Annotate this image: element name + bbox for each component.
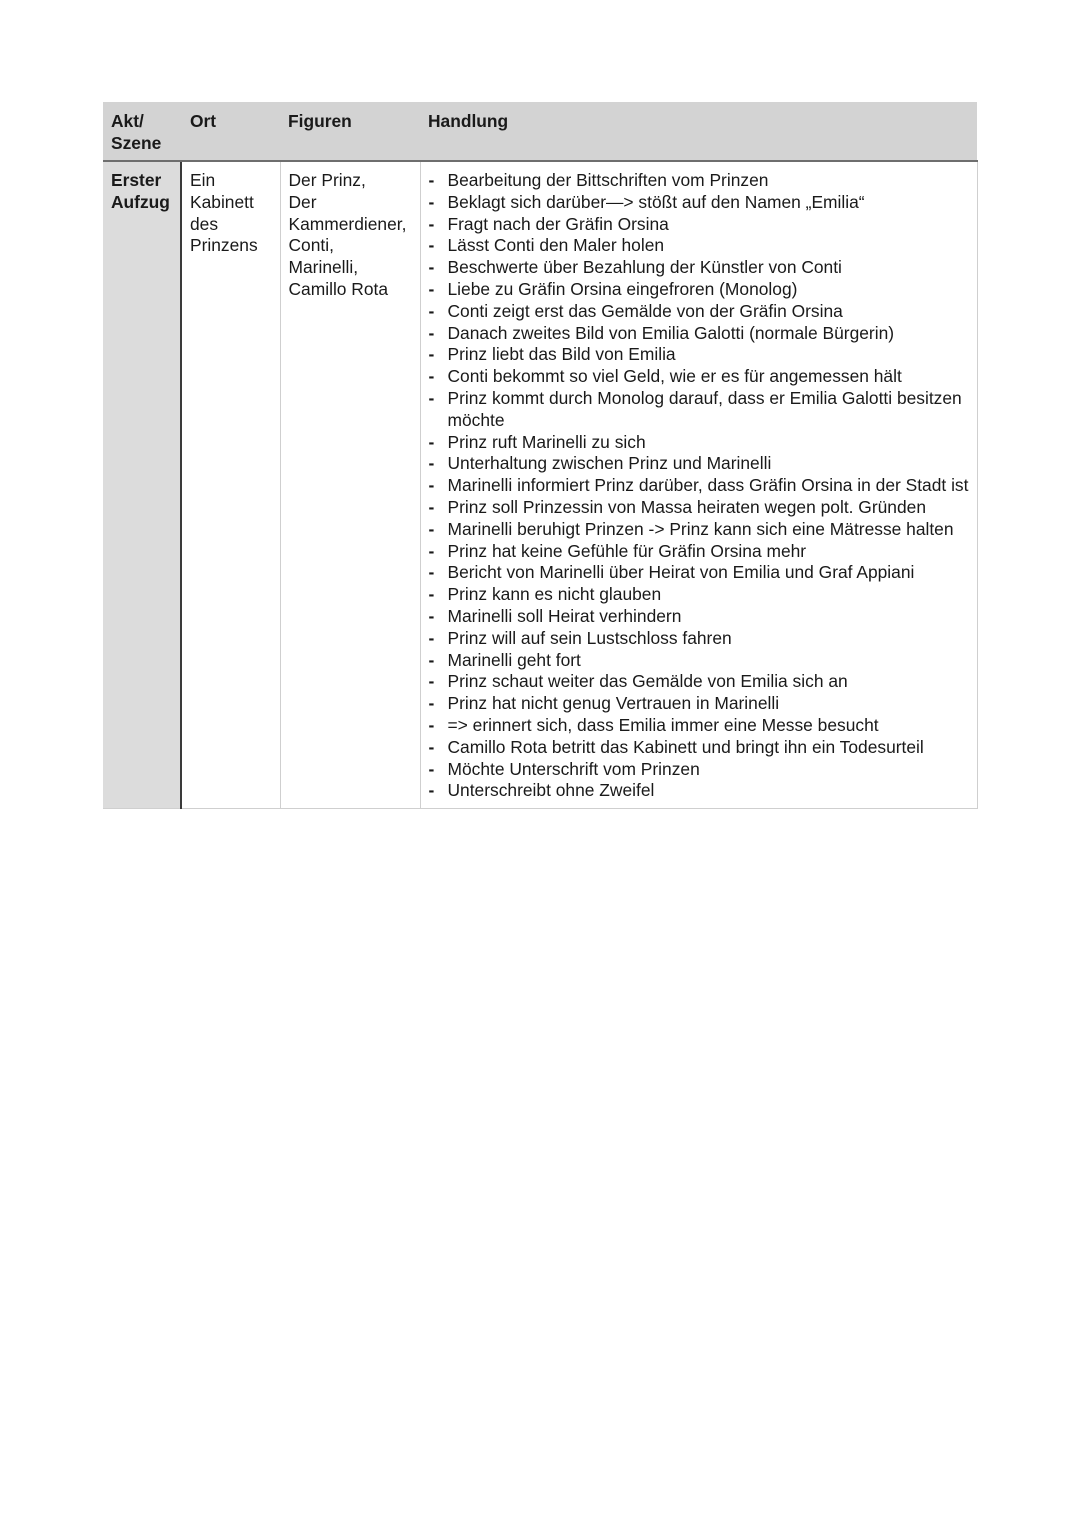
list-item xyxy=(429,366,969,388)
bullet-dash: - xyxy=(428,366,435,387)
list-item xyxy=(429,235,969,257)
list-item-text: Marinelli geht fort xyxy=(447,649,581,670)
header-handlung: Handlung xyxy=(420,102,977,161)
list-item xyxy=(429,192,969,214)
list-item xyxy=(429,214,969,236)
list-item-text: Beklagt sich darüber—> stößt auf den Namen „Emilia“ xyxy=(447,191,865,212)
bullet-dash: - xyxy=(428,453,435,474)
bullet-dash: - xyxy=(428,518,435,539)
bullet-dash: - xyxy=(428,562,435,583)
bullet-dash: - xyxy=(428,671,435,692)
list-item-text: Lässt Conti den Maler holen xyxy=(447,235,665,256)
list-item xyxy=(429,715,969,737)
cell-ort-line: Ein xyxy=(190,170,216,190)
bullet-dash: - xyxy=(428,322,435,343)
list-item-text: Beschwerte über Bezahlung der Künstler von Conti xyxy=(447,257,842,278)
list-item-text: Conti zeigt erst das Gemälde von der Gräfin Orsina xyxy=(447,300,843,321)
list-item-text: Marinelli informiert Prinz darüber, dass Gräfin Orsina in der Stadt ist xyxy=(447,475,969,496)
list-item-text: Liebe zu Gräfin Orsina eingefroren (Monolog) xyxy=(447,278,798,299)
bullet-dash: - xyxy=(428,649,435,670)
list-item-text: Danach zweites Bild von Emilia Galotti (normale Bürgerin) xyxy=(447,322,895,343)
plot-list xyxy=(429,170,969,802)
bullet-dash: - xyxy=(428,475,435,496)
list-item-text: Bearbeitung der Bittschriften vom Prinzen xyxy=(447,170,769,190)
bullet-dash: - xyxy=(428,714,435,735)
list-item xyxy=(429,541,969,563)
list-item-text: Marinelli beruhigt Prinzen -> Prinz kann sich eine Mätresse halten xyxy=(447,518,954,539)
list-item-text: Prinz hat keine Gefühle für Gräfin Orsina mehr xyxy=(447,540,807,561)
list-item-text: Unterhaltung zwischen Prinz und Marinelli xyxy=(447,453,772,474)
list-item xyxy=(429,650,969,672)
cell-akt-szene-line: Aufzug xyxy=(111,191,170,212)
bullet-dash: - xyxy=(428,431,435,452)
list-item xyxy=(429,497,969,519)
list-item xyxy=(429,388,969,432)
bullet-dash: - xyxy=(428,496,435,517)
bullet-dash: - xyxy=(428,278,435,299)
bullet-dash: - xyxy=(428,540,435,561)
bullet-dash: - xyxy=(428,300,435,321)
list-item-text: Marinelli soll Heirat verhindern xyxy=(447,605,682,626)
list-item xyxy=(429,279,969,301)
list-item-text: Prinz hat nicht genug Vertrauen in Marinelli xyxy=(447,693,780,714)
bullet-dash: - xyxy=(428,605,435,626)
bullet-dash: - xyxy=(428,780,435,801)
list-item-text: => erinnert sich, dass Emilia immer eine Messe besucht xyxy=(447,714,879,735)
cell-figuren-line: Kammerdiener, xyxy=(288,213,407,234)
list-item xyxy=(429,759,969,781)
list-item xyxy=(429,453,969,475)
bullet-dash: - xyxy=(428,235,435,256)
bullet-dash: - xyxy=(428,213,435,234)
cell-ort-line: Kabinett xyxy=(190,191,254,212)
list-item xyxy=(429,475,969,497)
bullet-dash: - xyxy=(428,627,435,648)
cell-figuren-line: Der Prinz, xyxy=(288,170,366,190)
list-item xyxy=(429,257,969,279)
list-item xyxy=(429,562,969,584)
list-item-text: Prinz ruft Marinelli zu sich xyxy=(447,431,646,452)
bullet-dash: - xyxy=(428,344,435,365)
cell-figuren-line: Marinelli, xyxy=(288,257,359,278)
list-item-text: Fragt nach der Gräfin Orsina xyxy=(447,213,669,234)
cell-ort-line: Prinzens xyxy=(190,235,258,256)
list-item xyxy=(429,606,969,628)
list-item xyxy=(429,170,969,192)
header-akt-line-2: Szene xyxy=(111,132,162,153)
list-item xyxy=(429,519,969,541)
bullet-dash: - xyxy=(428,584,435,605)
cell-handlung xyxy=(420,161,977,809)
cell-figuren xyxy=(280,161,420,809)
list-item xyxy=(429,780,969,802)
list-item-text: Prinz schaut weiter das Gemälde von Emilia sich an xyxy=(447,671,848,692)
bullet-dash: - xyxy=(428,693,435,714)
list-item-text: Conti bekommt so viel Geld, wie er es für angemessen hält xyxy=(447,366,902,387)
header-akt-szene xyxy=(103,102,181,161)
summary-table xyxy=(103,102,978,809)
list-item-text: Camillo Rota betritt das Kabinett und bringt ihn ein Todesurteil xyxy=(447,736,924,757)
list-item xyxy=(429,432,969,454)
list-item xyxy=(429,344,969,366)
header-akt-line-1: Akt/ xyxy=(111,111,144,131)
cell-figuren-line: Conti, xyxy=(288,235,334,256)
cell-ort xyxy=(181,161,280,809)
table-header-row xyxy=(103,102,977,161)
header-ort: Ort xyxy=(181,102,280,161)
table-row xyxy=(103,161,977,809)
cell-figuren-line: Camillo Rota xyxy=(288,278,389,299)
bullet-dash: - xyxy=(428,736,435,757)
bullet-dash: - xyxy=(428,191,435,212)
cell-ort-line: des xyxy=(190,213,219,234)
list-item-text: Möchte Unterschrift vom Prinzen xyxy=(447,758,700,779)
list-item-text: Prinz kann es nicht glauben xyxy=(447,584,662,605)
cell-akt-szene-line: Erster xyxy=(111,170,162,190)
header-figuren: Figuren xyxy=(280,102,420,161)
list-item xyxy=(429,584,969,606)
list-item-text: Prinz liebt das Bild von Emilia xyxy=(447,344,676,365)
list-item-text: Unterschreibt ohne Zweifel xyxy=(447,780,655,801)
bullet-dash: - xyxy=(428,257,435,278)
bullet-dash: - xyxy=(428,387,435,408)
list-item xyxy=(429,301,969,323)
list-item-text: Prinz soll Prinzessin von Massa heiraten wegen polt. Gründen xyxy=(447,496,926,517)
table-body xyxy=(103,161,977,809)
bullet-dash: - xyxy=(428,170,435,190)
cell-figuren-line: Der xyxy=(288,191,317,212)
cell-akt-szene xyxy=(103,161,181,809)
list-item xyxy=(429,737,969,759)
list-item xyxy=(429,323,969,345)
list-item-text: Bericht von Marinelli über Heirat von Emilia und Graf Appiani xyxy=(447,562,915,583)
list-item xyxy=(429,693,969,715)
list-item xyxy=(429,628,969,650)
list-item xyxy=(429,671,969,693)
bullet-dash: - xyxy=(428,758,435,779)
list-item-text: Prinz will auf sein Lustschloss fahren xyxy=(447,627,732,648)
list-item-text: Prinz kommt durch Monolog darauf, dass er Emilia Galotti besitzen möchte xyxy=(447,387,962,430)
